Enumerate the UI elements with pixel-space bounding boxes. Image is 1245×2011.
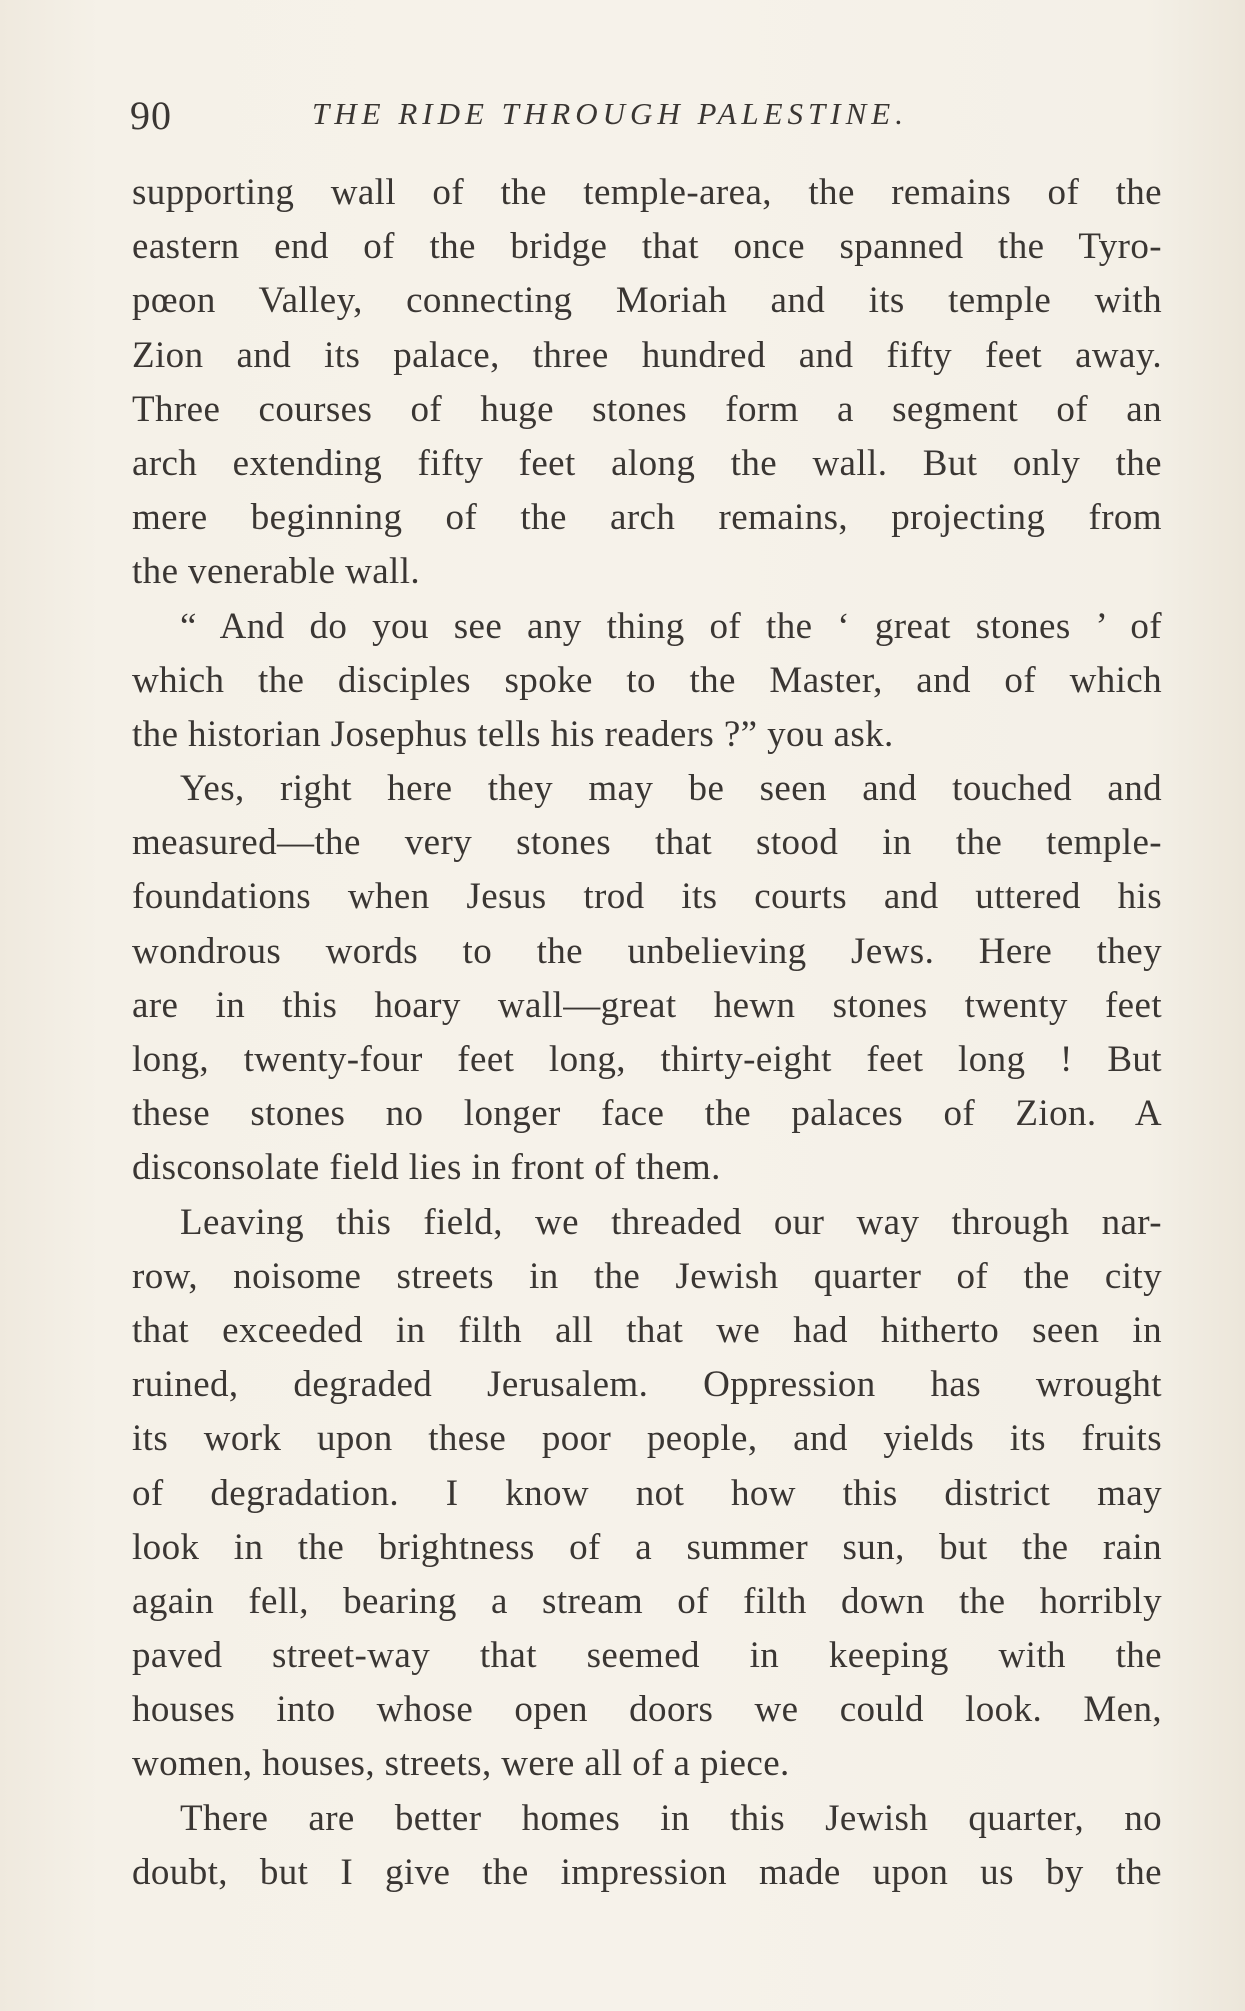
- text-line: row, noisome streets in the Jewish quarter of the city: [132, 1255, 1162, 1297]
- text-line: long, twenty-four feet long, thirty-eight feet long ! But: [132, 1039, 1162, 1080]
- text-line: doubt, but I give the impression made upon us by the: [132, 1851, 1162, 1893]
- text-line: are in this hoary wall—great hewn stones twenty feet: [132, 984, 1162, 1026]
- text-line: disconsolate field lies in front of them.: [132, 1147, 721, 1189]
- text-line: There are better homes in this Jewish quarter, no: [180, 1797, 1162, 1839]
- text-line: these stones no longer face the palaces of Zion. A: [132, 1093, 1162, 1135]
- running-head: THE RIDE THROUGH PALESTINE.: [312, 96, 908, 131]
- text-line: pœon Valley, connecting Moriah and its temple with: [132, 280, 1162, 322]
- text-line: “ And do you see any thing of the ‘ great stones ’ of: [180, 605, 1162, 647]
- text-line: Three courses of huge stones form a segment of an: [132, 388, 1162, 430]
- text-line: paved street-way that seemed in keeping with the: [132, 1635, 1162, 1677]
- text-line: Leaving this field, we threaded our way through nar-: [180, 1201, 1162, 1243]
- text-line: wondrous words to the unbelieving Jews. Here they: [132, 930, 1162, 972]
- text-line: Zion and its palace, three hundred and fifty feet away.: [132, 334, 1162, 376]
- body-text: [132, 166, 1162, 1900]
- text-line: houses into whose open doors we could look. Men,: [132, 1689, 1162, 1731]
- text-line: the venerable wall.: [132, 551, 421, 593]
- text-line: Yes, right here they may be seen and touched and: [180, 768, 1162, 810]
- text-line: which the disciples spoke to the Master, and of which: [132, 659, 1162, 701]
- text-line: again fell, bearing a stream of filth down the horribly: [132, 1580, 1162, 1622]
- text-line: that exceeded in filth all that we had hitherto seen in: [132, 1309, 1162, 1351]
- page-number: 90: [130, 93, 172, 138]
- text-line: mere beginning of the arch remains, projecting from: [132, 497, 1162, 539]
- text-line: women, houses, streets, were all of a piece.: [132, 1743, 790, 1785]
- text-line: measured—the very stones that stood in the temple-: [132, 822, 1162, 864]
- text-line: of degradation. I know not how this district may: [132, 1472, 1162, 1514]
- page-header: [130, 92, 1130, 142]
- text-line: ruined, degraded Jerusalem. Oppression has wrought: [132, 1364, 1162, 1406]
- text-line: arch extending fifty feet along the wall. But only the: [132, 442, 1162, 484]
- text-line: foundations when Jesus trod its courts and uttered his: [132, 876, 1162, 918]
- text-line: supporting wall of the temple-area, the remains of the: [132, 172, 1162, 213]
- text-line: its work upon these poor people, and yields its fruits: [132, 1418, 1162, 1460]
- text-line: look in the brightness of a summer sun, but the rain: [132, 1526, 1162, 1568]
- text-line: eastern end of the bridge that once spanned the Tyro-: [132, 226, 1162, 268]
- text-line: the historian Josephus tells his readers ?” you ask.: [132, 713, 894, 755]
